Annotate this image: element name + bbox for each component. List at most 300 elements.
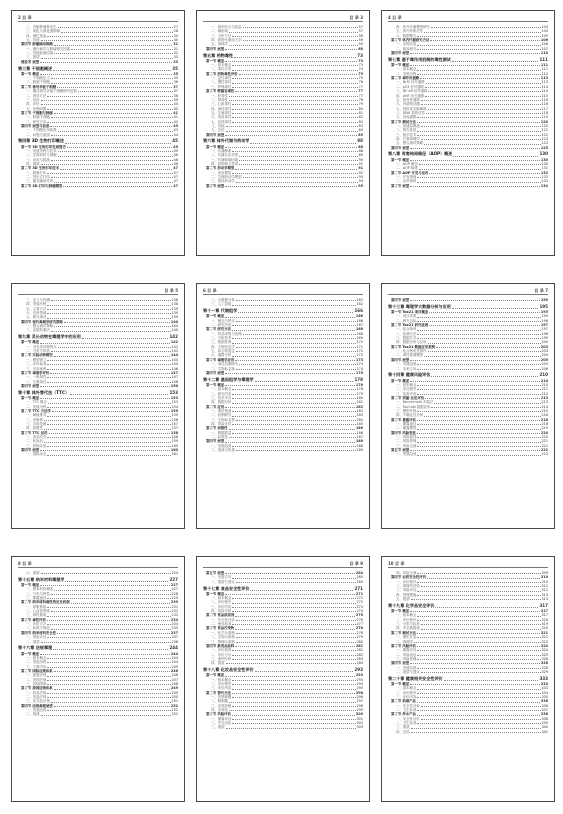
toc-entry-title: 一、概念与特点 bbox=[211, 318, 235, 323]
toc-entry-page-number: 204 bbox=[541, 353, 548, 358]
toc-entry-title: 第三节 风险评估 bbox=[206, 712, 231, 717]
toc-entry-title: 第三节 暴露评估 bbox=[391, 417, 416, 422]
dot-leader bbox=[47, 710, 170, 711]
toc-entry-page-number: 37 bbox=[173, 89, 178, 94]
dot-leader bbox=[232, 70, 357, 71]
toc-entry-title: 一、国际动态 bbox=[26, 452, 47, 457]
dot-leader bbox=[428, 91, 540, 92]
dot-leader bbox=[63, 186, 172, 187]
toc-entry-page-number: 229 bbox=[171, 596, 178, 601]
toc-entry-page-number: 42 bbox=[173, 119, 178, 124]
toc-entry-title: 三、应用范围 bbox=[26, 421, 47, 426]
toc-page-9 bbox=[381, 556, 555, 802]
dot-leader bbox=[40, 450, 170, 451]
toc-entry-title: 四、局限性 bbox=[26, 426, 43, 431]
toc-page-8 bbox=[196, 556, 370, 802]
toc-entry-page-number: 328 bbox=[540, 661, 548, 666]
dot-leader bbox=[239, 364, 355, 365]
toc-entry-page-number: 234 bbox=[171, 622, 178, 627]
toc-entry-page-number: 148 bbox=[171, 379, 178, 384]
toc-entry-title: 五、标志物鉴定 bbox=[211, 349, 235, 354]
toc-entry-title: 第二节 食品添加剂 bbox=[206, 613, 235, 618]
toc-entry-title: 二、研究目标 bbox=[396, 318, 417, 323]
toc-entry-title: 第二节 药物毒性评价 bbox=[206, 71, 238, 76]
toc-entry-page-number: 155 bbox=[171, 413, 178, 418]
toc-entry-page-number: 114 bbox=[541, 89, 548, 94]
dot-leader bbox=[417, 633, 540, 634]
dot-leader bbox=[53, 649, 168, 650]
dot-leader bbox=[47, 364, 170, 365]
toc-entry-section[interactable] bbox=[388, 298, 548, 302]
toc-entry-page-number: 275 bbox=[355, 613, 363, 618]
toc-entry-page-number: 214 bbox=[541, 404, 548, 409]
page-header-left: 2 目 录 bbox=[18, 15, 32, 20]
toc-entry-title: 三、应用案例 bbox=[26, 366, 47, 371]
dot-leader bbox=[232, 446, 355, 447]
toc-entry-page-number: 276 bbox=[356, 617, 363, 622]
toc-entry-page-number: 264 bbox=[355, 571, 363, 575]
toc-entry-page-number: 220 bbox=[540, 430, 548, 435]
dot-leader bbox=[428, 343, 541, 344]
dot-leader bbox=[250, 590, 353, 591]
dot-leader bbox=[255, 671, 354, 672]
toc-entry-title: 五、整合测试策略 bbox=[396, 141, 424, 146]
toc-entry-title: 三、代谢影响因素 bbox=[211, 157, 239, 162]
toc-entry-item[interactable] bbox=[203, 725, 363, 729]
toc-entry-title: 二、眼刺激 bbox=[211, 699, 228, 704]
dot-leader bbox=[410, 53, 540, 54]
dot-leader bbox=[417, 650, 540, 651]
dot-leader bbox=[47, 607, 170, 608]
dot-leader bbox=[232, 578, 355, 579]
toc-entry-page-number: 30 bbox=[173, 33, 178, 38]
toc-entry-section[interactable] bbox=[18, 384, 178, 388]
toc-entry-page-number: 38 bbox=[173, 93, 178, 98]
toc-entry-page-number: 274 bbox=[356, 609, 363, 614]
toc-entry-title: 一、风险评估 bbox=[26, 635, 47, 640]
toc-entry-page-number: 80 bbox=[358, 106, 363, 111]
dot-leader bbox=[421, 139, 541, 140]
toc-entry-page-number: 317 bbox=[540, 609, 548, 614]
dot-leader bbox=[232, 325, 355, 326]
dot-leader bbox=[40, 398, 170, 399]
dot-leader bbox=[429, 312, 540, 313]
dot-leader bbox=[239, 164, 358, 165]
toc-entry-page-number: 168 bbox=[355, 327, 363, 332]
toc-entry-page-number: 117 bbox=[541, 106, 548, 111]
dot-leader bbox=[232, 424, 355, 425]
toc-entry-page-number: 246 bbox=[170, 668, 178, 673]
dot-leader bbox=[54, 53, 173, 54]
dot-leader bbox=[51, 611, 171, 612]
toc-entry-page-number: 215 bbox=[541, 408, 548, 413]
toc-entry-page-number: 46 bbox=[173, 162, 178, 166]
page-header bbox=[203, 561, 363, 568]
toc-entry-page-number: 111 bbox=[540, 63, 548, 68]
dot-leader bbox=[417, 697, 540, 698]
dot-leader bbox=[417, 646, 540, 647]
toc-entry-page-number: 293 bbox=[356, 677, 363, 682]
toc-entry-item[interactable] bbox=[18, 571, 178, 575]
dot-leader bbox=[431, 376, 538, 377]
toc-entry-title: 七、线粒体功能障碍 bbox=[396, 106, 427, 111]
dot-leader bbox=[417, 45, 540, 46]
toc-entry-page-number: 233 bbox=[171, 613, 178, 618]
toc-entry-page-number: 95 bbox=[358, 183, 363, 188]
toc-entry-page-number: 79 bbox=[358, 102, 363, 107]
toc-entry-title: 第一节 概述 bbox=[21, 71, 40, 76]
toc-entry-page-number: 169 bbox=[356, 336, 363, 341]
toc-entry-page-number: 140 bbox=[171, 324, 178, 329]
toc-entry-page-number: 33 bbox=[173, 59, 178, 64]
toc-entry-page-number: 78 bbox=[358, 97, 363, 102]
toc-entry-item[interactable] bbox=[18, 328, 178, 332]
dot-leader bbox=[417, 117, 540, 118]
toc-entry-page-number: 302 bbox=[356, 721, 363, 726]
toc-entry-section[interactable] bbox=[203, 371, 363, 375]
dot-leader bbox=[239, 160, 358, 161]
dot-leader bbox=[232, 394, 355, 395]
toc-entry-page-number: 235 bbox=[171, 626, 178, 631]
toc-entry-title: 第四节 展望 bbox=[391, 661, 410, 666]
toc-entry-page-number: 336 bbox=[541, 703, 548, 708]
toc-entry-page-number: 222 bbox=[540, 448, 548, 453]
toc-entry-section[interactable] bbox=[388, 146, 548, 150]
toc-entry-page-number: 185 bbox=[356, 421, 363, 426]
toc-entry-title: 一、干细胞定义 bbox=[26, 76, 50, 81]
dot-leader bbox=[410, 611, 540, 612]
dot-leader bbox=[232, 330, 355, 331]
dot-leader bbox=[232, 655, 355, 656]
toc-page-4 bbox=[11, 283, 185, 529]
toc-entry-page-number: 195 bbox=[539, 303, 548, 309]
toc-entry-page-number: 298 bbox=[356, 703, 363, 708]
toc-entry-page-number: 303 bbox=[356, 725, 363, 730]
toc-entry-title: 四、展望 bbox=[26, 162, 40, 166]
toc-entry-page-number: 200 bbox=[541, 340, 548, 345]
toc-entry-title: 一、Benchmark 剂量法 bbox=[396, 400, 434, 405]
toc-entry-item[interactable] bbox=[388, 597, 548, 601]
dot-leader bbox=[51, 83, 173, 84]
toc-entry-page-number: 178 bbox=[355, 382, 363, 387]
toc-entry-page-number: 161 bbox=[171, 452, 178, 457]
toc-entry-title: 三、数据共享 bbox=[396, 336, 417, 341]
toc-entry-title: 一、发展历程与技术 bbox=[26, 148, 57, 153]
dot-leader bbox=[47, 680, 170, 681]
dot-leader bbox=[78, 91, 173, 92]
toc-entry-section[interactable] bbox=[18, 184, 178, 188]
page-header-left: 8 目 录 bbox=[18, 561, 32, 566]
toc-entry-title: 二、胚胎干细胞 bbox=[26, 80, 50, 85]
dot-leader bbox=[47, 616, 170, 617]
toc-entry-page-number: 43 bbox=[173, 128, 178, 133]
toc-entry-title: 二、决策树 bbox=[26, 417, 43, 422]
toc-entry-title: 六、展望 bbox=[26, 571, 40, 575]
toc-entry-page-number: 30 bbox=[173, 38, 178, 43]
dot-leader bbox=[236, 637, 356, 638]
toc-entry-page-number: 73 bbox=[357, 52, 363, 58]
toc-entry-page-number: 216 bbox=[541, 413, 548, 418]
toc-entry-title: 一、模型建立 bbox=[26, 357, 47, 362]
toc-entry-page-number: 160 bbox=[171, 443, 178, 448]
toc-entry-title: 四、药物代谢动力学 bbox=[211, 38, 242, 43]
dot-leader bbox=[232, 697, 355, 698]
toc-entry-page-number: 47 bbox=[173, 166, 178, 171]
dot-leader bbox=[236, 582, 356, 583]
toc-entry-page-number: 35 bbox=[172, 65, 178, 71]
dot-leader bbox=[232, 403, 355, 404]
dot-leader bbox=[225, 373, 355, 374]
dot-leader bbox=[41, 642, 171, 643]
dot-leader bbox=[229, 96, 358, 97]
toc-entry-title: 第四节 法规毒理展望 bbox=[21, 703, 53, 708]
toc-entry-section[interactable] bbox=[18, 60, 178, 64]
toc-entry-title: 第十一章 代谢组学 bbox=[203, 308, 238, 314]
toc-entry-item[interactable] bbox=[388, 452, 548, 456]
toc-entry-title: 一、纳米材料概述 bbox=[26, 587, 54, 592]
dot-leader bbox=[417, 70, 540, 71]
dot-leader bbox=[243, 40, 358, 41]
toc-entry-title: 第二节 剂量-反应评估 bbox=[391, 395, 425, 400]
toc-entry-title: 二、生理药动学模型 bbox=[211, 175, 242, 180]
dot-leader bbox=[236, 369, 356, 370]
toc-entry-item[interactable] bbox=[203, 661, 363, 665]
toc-entry-title: 六、通路分析 bbox=[211, 353, 232, 358]
toc-entry-title: 一、开发指南 bbox=[396, 175, 417, 180]
toc-entry-item[interactable] bbox=[388, 670, 548, 674]
toc-entry-title: 第三节 风险评估 bbox=[391, 643, 416, 648]
toc-entry-page-number: 205 bbox=[541, 362, 548, 367]
toc-entry-page-number: 271 bbox=[355, 591, 363, 596]
toc-entry-page-number: 139 bbox=[171, 306, 178, 311]
toc-entry-title: 七、皮肤毒性 bbox=[211, 119, 232, 124]
toc-entry-title: 四、发展历程 bbox=[26, 302, 47, 307]
toc-entry-title: 二、标准与规范 bbox=[26, 626, 50, 631]
toc-entry-page-number: 301 bbox=[356, 716, 363, 721]
dot-leader bbox=[426, 113, 541, 114]
toc-entry-page-number: 154 bbox=[171, 404, 178, 409]
toc-entry-title: 一、代谢酶系 bbox=[211, 148, 232, 153]
toc-entry-page-number: 92 bbox=[358, 170, 363, 175]
toc-entry-page-number: 324 bbox=[541, 648, 548, 653]
toc-entry-section[interactable] bbox=[203, 47, 363, 51]
dot-leader bbox=[232, 611, 355, 612]
toc-entry-page-number: 111 bbox=[539, 56, 548, 62]
toc-entry-title: 三、数据处理 bbox=[211, 340, 232, 345]
toc-entry-title: 第一节 概述 bbox=[391, 63, 410, 68]
toc-entry-title: 二、发展历程 bbox=[26, 660, 47, 665]
toc-entry-item[interactable] bbox=[18, 712, 178, 716]
toc-entry-title: 第四节 展望 bbox=[391, 51, 410, 56]
toc-entry-page-number: 83 bbox=[358, 123, 363, 128]
toc-entry-title: 第一节 概述 bbox=[206, 144, 225, 149]
dot-leader bbox=[51, 300, 171, 301]
toc-entry-title: 第二十章 健康相关安全性评价 bbox=[388, 675, 443, 681]
toc-entry-page-number: 172 bbox=[356, 353, 363, 358]
dot-leader bbox=[47, 662, 170, 663]
toc-entry-title: 五、毒理学 bbox=[211, 42, 228, 47]
dot-leader bbox=[452, 308, 539, 309]
toc-entry-title: 一、食品安全 bbox=[26, 435, 47, 439]
dot-leader bbox=[54, 671, 170, 672]
toc-entry-section[interactable] bbox=[388, 51, 548, 55]
toc-entry-page-number: 76 bbox=[358, 80, 363, 85]
dot-leader bbox=[44, 420, 171, 421]
toc-entry-title: 二、发展历程 bbox=[396, 71, 417, 76]
dot-leader bbox=[417, 389, 540, 390]
toc-entry-item[interactable] bbox=[203, 302, 363, 306]
dot-leader bbox=[47, 318, 170, 319]
toc-entry-page-number: 334 bbox=[541, 690, 548, 695]
toc-entry-title: 三、皮肤致敏 bbox=[211, 703, 232, 708]
toc-entry-title: 二、卫生标准 bbox=[396, 721, 417, 726]
toc-entry-page-number: 139 bbox=[171, 311, 178, 316]
toc-entry-title: 第一节 概述 bbox=[21, 651, 40, 656]
toc-entry-page-number: 340 bbox=[541, 725, 548, 730]
toc-entry-title: 四、安全数据表 bbox=[396, 626, 420, 631]
dot-leader bbox=[414, 642, 541, 643]
toc-entry-page-number: 282 bbox=[356, 652, 363, 657]
dot-leader bbox=[417, 573, 540, 574]
toc-entry-page-number: 47 bbox=[173, 170, 178, 175]
toc-entry-title: 一、数据质量 bbox=[211, 430, 232, 435]
dot-leader bbox=[453, 156, 538, 157]
dot-leader bbox=[232, 113, 357, 114]
toc-entry-page-number: 132 bbox=[540, 170, 548, 175]
toc-entry-title: 第三节 靶器官毒性 bbox=[206, 89, 235, 94]
toc-entry-page-number: 181 bbox=[356, 400, 363, 405]
toc-entry-title: 第一节 概述 bbox=[391, 157, 410, 162]
toc-entry-title: 二、研究方向 bbox=[26, 119, 47, 124]
dot-leader bbox=[47, 96, 172, 97]
toc-entry-page-number: 188 bbox=[355, 439, 363, 444]
toc-entry-title: 二、其他致病因素 bbox=[26, 51, 54, 56]
dot-leader bbox=[47, 684, 170, 685]
toc-entry-page-number: 138 bbox=[171, 302, 178, 307]
toc-entry-title: 第四节 风险表征 bbox=[391, 430, 416, 435]
dot-leader bbox=[226, 131, 358, 132]
toc-entry-title: 一、基本概念 bbox=[211, 596, 232, 601]
dot-leader bbox=[47, 377, 170, 378]
toc-entry-item[interactable] bbox=[388, 367, 548, 371]
toc-entry-page-number: 77 bbox=[358, 93, 363, 98]
toc-entry-title: 九、其他通路 bbox=[396, 115, 417, 120]
toc-entry-page-number: 173 bbox=[356, 362, 363, 367]
toc-entry-page-number: 328 bbox=[541, 665, 548, 670]
toc-entry-title: 三、特殊毒性 bbox=[211, 84, 232, 89]
toc-entry-page-number: 265 bbox=[356, 579, 363, 584]
toc-entry-page-number: 279 bbox=[356, 635, 363, 640]
toc-entry-title: 第四节 展望与前景 bbox=[21, 123, 50, 128]
dot-leader bbox=[236, 642, 356, 643]
dot-leader bbox=[410, 663, 540, 664]
toc-entry-title: 二、临床研究 bbox=[396, 46, 417, 51]
dot-leader bbox=[65, 581, 168, 582]
toc-entry-page-number: 81 bbox=[358, 110, 363, 115]
toc-entry-title: 第十九章 化学品安全评价 bbox=[388, 602, 435, 608]
toc-entry-page-number: 167 bbox=[356, 323, 363, 328]
toc-entry-page-number: 75 bbox=[358, 76, 363, 81]
toc-entry-section[interactable] bbox=[203, 133, 363, 137]
toc-entry-title: 三、药物杂质 bbox=[26, 443, 47, 448]
toc-entry-title: 第二节 替代方法 bbox=[206, 690, 231, 695]
toc-entry-title: 一、皮肤刺激 bbox=[211, 694, 232, 699]
toc-entry-title: 一、评价程序 bbox=[396, 579, 417, 584]
toc-entry-title: 五、伦理问题 bbox=[26, 106, 47, 111]
toc-entry-item[interactable] bbox=[203, 580, 363, 584]
dot-leader bbox=[67, 147, 172, 148]
toc-entry-title: 三、展望 bbox=[211, 725, 225, 730]
toc-entry-page-number: 249 bbox=[170, 686, 178, 691]
toc-entry-item[interactable] bbox=[18, 640, 178, 644]
page-header bbox=[18, 561, 178, 568]
toc-entry-title: 第二节 纳米材料毒性效应及机制 bbox=[21, 600, 70, 605]
toc-entry-title: 三、展望 bbox=[26, 55, 40, 60]
dot-leader bbox=[64, 322, 170, 323]
toc-entry-title: 第四节 肿瘤病因推测 bbox=[21, 42, 53, 47]
toc-entry-title: 第七章 基于毒作用机制的毒性测试 bbox=[388, 56, 451, 62]
toc-entry-page-number: 272 bbox=[356, 600, 363, 605]
dot-leader bbox=[429, 173, 539, 174]
toc-entry-item[interactable] bbox=[18, 133, 178, 137]
toc-entry-title: 二、分类与种类 bbox=[26, 349, 50, 354]
dot-leader bbox=[232, 607, 355, 608]
toc-entry-page-number: 150 bbox=[170, 383, 178, 388]
dot-leader bbox=[232, 693, 355, 694]
toc-entry-page-number: 36 bbox=[173, 80, 178, 85]
dot-leader bbox=[225, 594, 355, 595]
toc-entry-section[interactable] bbox=[203, 184, 363, 188]
toc-entry-page-number: 314 bbox=[541, 597, 548, 602]
dot-leader bbox=[229, 45, 358, 46]
toc-entry-title: 第四节 展望 bbox=[391, 145, 410, 150]
toc-entry-page-number: 294 bbox=[356, 681, 363, 686]
toc-entry-page-number: 138 bbox=[171, 298, 178, 302]
toc-entry-item[interactable] bbox=[203, 448, 363, 452]
toc-entry-title: 二、慢性毒性 bbox=[211, 80, 232, 85]
toc-entry-page-number: 43 bbox=[173, 123, 178, 128]
toc-entry-page-number: 325 bbox=[541, 652, 548, 657]
dot-leader bbox=[54, 356, 170, 357]
dot-leader bbox=[47, 676, 170, 677]
toc-entry-title: 三、人工智能 bbox=[211, 302, 232, 307]
dot-leader bbox=[411, 599, 541, 600]
dot-leader bbox=[417, 620, 540, 621]
toc-entry-title: 第四节 现代毒理学研究策略 bbox=[21, 319, 63, 324]
toc-entry-page-number: 130 bbox=[540, 157, 548, 162]
dot-leader bbox=[421, 672, 541, 673]
toc-entry-page-number: 210 bbox=[539, 372, 548, 378]
toc-entry-title: 四、数据分析与应用 bbox=[396, 340, 427, 345]
dot-leader bbox=[51, 702, 171, 703]
toc-entry-title: 三、模型外推 bbox=[396, 408, 417, 413]
toc-entry-title: 一、发展方向 bbox=[211, 575, 232, 580]
toc-entry-item[interactable] bbox=[388, 730, 548, 734]
dot-leader bbox=[51, 331, 171, 332]
toc-entry-title: 一、高通量筛选 bbox=[396, 123, 420, 128]
toc-entry-item[interactable] bbox=[18, 452, 178, 456]
toc-entry-title: 二、挑战与机遇 bbox=[211, 448, 235, 453]
dot-leader bbox=[232, 305, 355, 306]
toc-entry-title: 二、暴露模型 bbox=[396, 426, 417, 431]
toc-entry-title: 二、p53 信号通路 bbox=[396, 84, 424, 89]
toc-entry-section[interactable] bbox=[388, 184, 548, 188]
toc-entry-page-number: 212 bbox=[541, 391, 548, 396]
dot-leader bbox=[232, 65, 357, 66]
toc-entry-title: 三、激光辅助打印 bbox=[26, 179, 54, 184]
toc-entry-page-number: 182 bbox=[356, 408, 363, 413]
dot-leader bbox=[232, 338, 355, 339]
